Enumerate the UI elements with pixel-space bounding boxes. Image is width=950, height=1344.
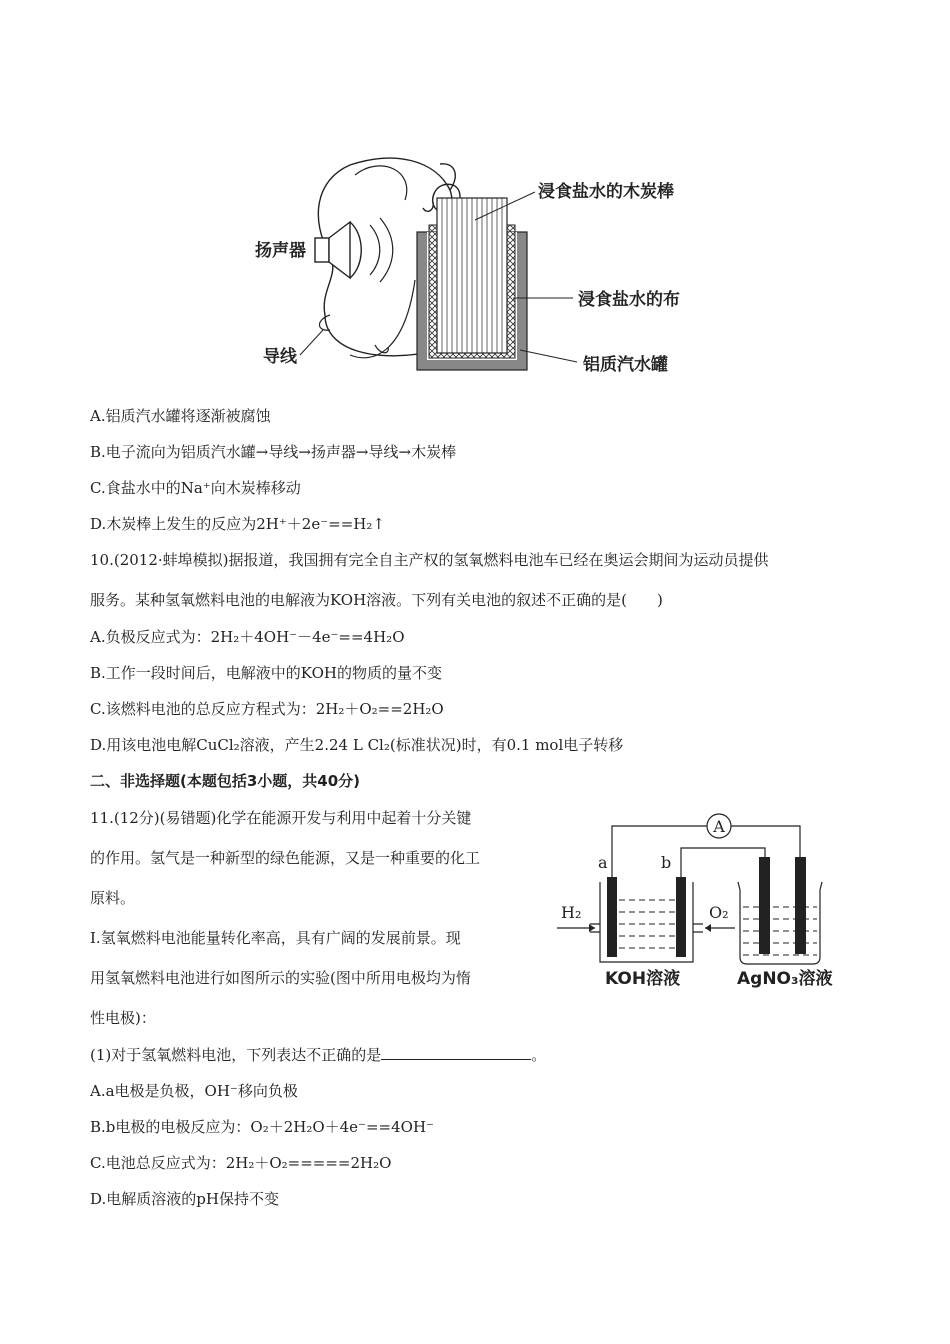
q11-line1: 11.(12分)(易错题)化学在能源开发与利用中起着十分关键 <box>90 809 472 827</box>
label-can: 铝质汽水罐 <box>583 355 668 375</box>
q11-sub1 <box>90 1045 546 1065</box>
q11-option-c: C.电池总反应式为：2H₂＋O₂=====2H₂O <box>90 1154 392 1172</box>
q9-option-c: C.食盐水中的Na⁺向木炭棒移动 <box>90 479 301 497</box>
q9-option-b: B.电子流向为铝质汽水罐→导线→扬声器→导线→木炭棒 <box>90 443 457 461</box>
ammeter-label: A <box>713 817 725 836</box>
q11-line6: 性电极)： <box>90 1009 156 1027</box>
q10-option-a: A.负极反应式为：2H₂＋4OH⁻－4e⁻==4H₂O <box>90 628 405 646</box>
h2-label: H₂ <box>561 903 582 922</box>
fuel-cell-figure <box>555 812 845 997</box>
q11-option-b: B.b电极的电极反应为：O₂＋2H₂O＋4e⁻==4OH⁻ <box>90 1118 434 1136</box>
q11-line5: 用氢氧燃料电池进行如图所示的实验(图中所用电极均为惰 <box>90 969 471 987</box>
q10-option-b: B.工作一段时间后，电解液中的KOH的物质的量不变 <box>90 664 442 682</box>
beaker <box>738 882 822 964</box>
q11-sub1-suffix: 。 <box>531 1046 547 1064</box>
electrode-b-label: b <box>661 853 672 872</box>
q11-line4: Ⅰ.氢氧燃料电池能量转化率高，具有广阔的发展前景。现 <box>90 929 461 947</box>
electrode-b <box>676 877 686 957</box>
q11-option-d: D.电解质溶液的pH保持不变 <box>90 1190 279 1208</box>
speaker-icon <box>315 218 393 282</box>
o2-label: O₂ <box>709 903 729 922</box>
label-speaker: 扬声器 <box>255 241 306 261</box>
q11-sub1-prefix: (1)对于氢氧燃料电池，下列表达不正确的是 <box>90 1046 382 1064</box>
battery-speaker-figure <box>255 150 705 380</box>
electrode-a-label: a <box>598 853 608 872</box>
label-wire: 导线 <box>263 347 297 367</box>
answer-blank[interactable] <box>381 1045 531 1060</box>
q10-stem-line2: 服务。某种氢氧燃料电池的电解液为KOH溶液。下列有关电池的叙述不正确的是( ) <box>90 591 663 609</box>
q11-option-a: A.a电极是负极，OH⁻移向负极 <box>90 1082 298 1100</box>
beaker-electrode-right <box>795 857 806 954</box>
agno3-label: AgNO₃溶液 <box>737 969 833 989</box>
q10-option-d: D.用该电池电解CuCl₂溶液，产生2.24 L Cl₂(标准状况)时，有0.1 mol电子转移 <box>90 736 624 754</box>
label-cloth: 浸食盐水的布 <box>578 290 680 310</box>
q10-stem-line1: 10.(2012·蚌埠模拟)据报道，我国拥有完全自主产权的氢氧燃料电池车已经在奥运会期间为运动员提供 <box>90 551 769 569</box>
beaker-electrode-left <box>759 857 770 954</box>
label-charcoal-rod: 浸食盐水的木炭棒 <box>538 182 674 202</box>
section-2-title: 二、非选择题(本题包括3小题，共40分) <box>90 772 361 790</box>
electrode-a <box>607 877 617 957</box>
q9-option-a: A.铝质汽水罐将逐渐被腐蚀 <box>90 407 271 425</box>
q11-line3: 原料。 <box>90 889 136 907</box>
q10-option-c: C.该燃料电池的总反应方程式为：2H₂＋O₂==2H₂O <box>90 700 444 718</box>
koh-label: KOH溶液 <box>605 969 681 989</box>
q11-line2: 的作用。氢气是一种新型的绿色能源，又是一种重要的化工 <box>90 849 481 867</box>
q9-option-d: D.木炭棒上发生的反应为2H⁺＋2e⁻==H₂↑ <box>90 515 385 533</box>
